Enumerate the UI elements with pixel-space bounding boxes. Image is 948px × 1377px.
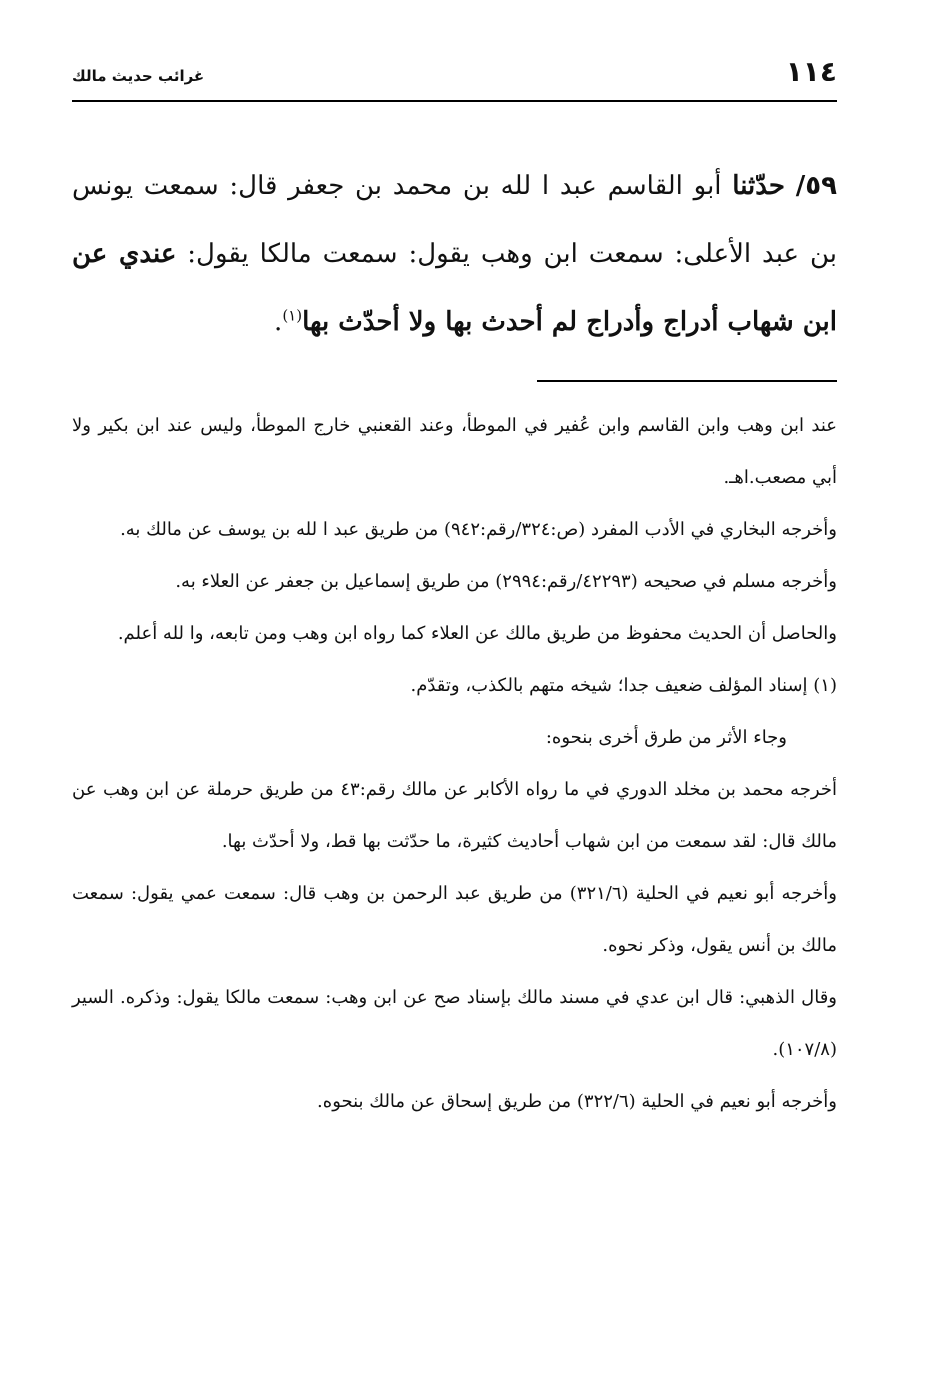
footnotes — [72, 400, 837, 1128]
hadith-chain: أبو القاسم عبد ا لله بن محمد بن جعفر قال: سمعت يونس بن عبد الأعلى: سمعت ابن وهب يقول: سمعت مالكا يقول: — [72, 171, 838, 269]
hadith-number: ٥٩/ — [795, 171, 838, 201]
hadith-end: . — [274, 307, 283, 337]
footnote-reference: (١) — [282, 306, 303, 325]
footnote-paragraph: أخرجه محمد بن مخلد الدوري في ما رواه الأكابر عن مالك رقم:٤٣ من طريق حرملة عن ابن وهب عن مالك قال: لقد سمعت من ابن شهاب أحاديث كثيرة، ما حدّثت بها قط، ولا أحدّث بها. — [72, 779, 837, 852]
hadith-verb: حدّثنا — [732, 171, 786, 201]
footnote-paragraph: وأخرجه مسلم في صحيحه (٤٢٢٩٣/رقم:٢٩٩٤) من طريق إسماعيل بن جعفر عن العلاء به. — [175, 571, 837, 592]
footnote-paragraph: والحاصل أن الحديث محفوظ من طريق مالك عن العلاء كما رواه ابن وهب ومن تابعه، وا لله أعلم. — [117, 623, 837, 644]
footnote-paragraph: وأخرجه أبو نعيم في الحلية (٣٢١/٦) من طريق عبد الرحمن بن وهب قال: سمعت عمي يقول: سمعت مالك بن أنس يقول، وذكر نحوه. — [72, 883, 838, 956]
footnote-paragraph: (١) إسناد المؤلف ضعيف جدا؛ شيخه متهم بالكذب، وتقدّم. — [410, 675, 837, 696]
running-header — [72, 50, 837, 102]
book-page — [72, 50, 837, 1340]
hadith-matn: عندي عن ابن شهاب أدراج وأدراج لم أحدث بها ولا أحدّث بها — [72, 239, 837, 337]
footnote-paragraph: وقال الذهبي: قال ابن عدي في مسند مالك بإسناد صح عن ابن وهب: سمعت مالكا يقول: وذكره. السير (١٠٧/٨). — [72, 987, 837, 1060]
footnote-paragraph: وأخرجه أبو نعيم في الحلية (٣٢٢/٦) من طريق إسحاق عن مالك بنحوه. — [317, 1091, 837, 1112]
page-number: ١١٤ — [785, 55, 837, 88]
footnote-separator — [537, 380, 837, 382]
footnote-paragraph: وجاء الأثر من طرق أخرى بنحوه: — [545, 727, 787, 748]
footnote-paragraph: وأخرجه البخاري في الأدب المفرد (ص:٣٢٤/رقم:٩٤٢) من طريق عبد ا لله بن يوسف عن مالك به. — [120, 519, 837, 540]
book-title: غرائب حديث مالك — [72, 67, 205, 85]
footnote-paragraph: عند ابن وهب وابن القاسم وابن عُفير في الموطأ، وعند القعنبي خارج الموطأ، وليس عند ابن بكير ولا أبي مصعب.اهـ. — [72, 415, 837, 488]
hadith-text — [72, 152, 837, 356]
